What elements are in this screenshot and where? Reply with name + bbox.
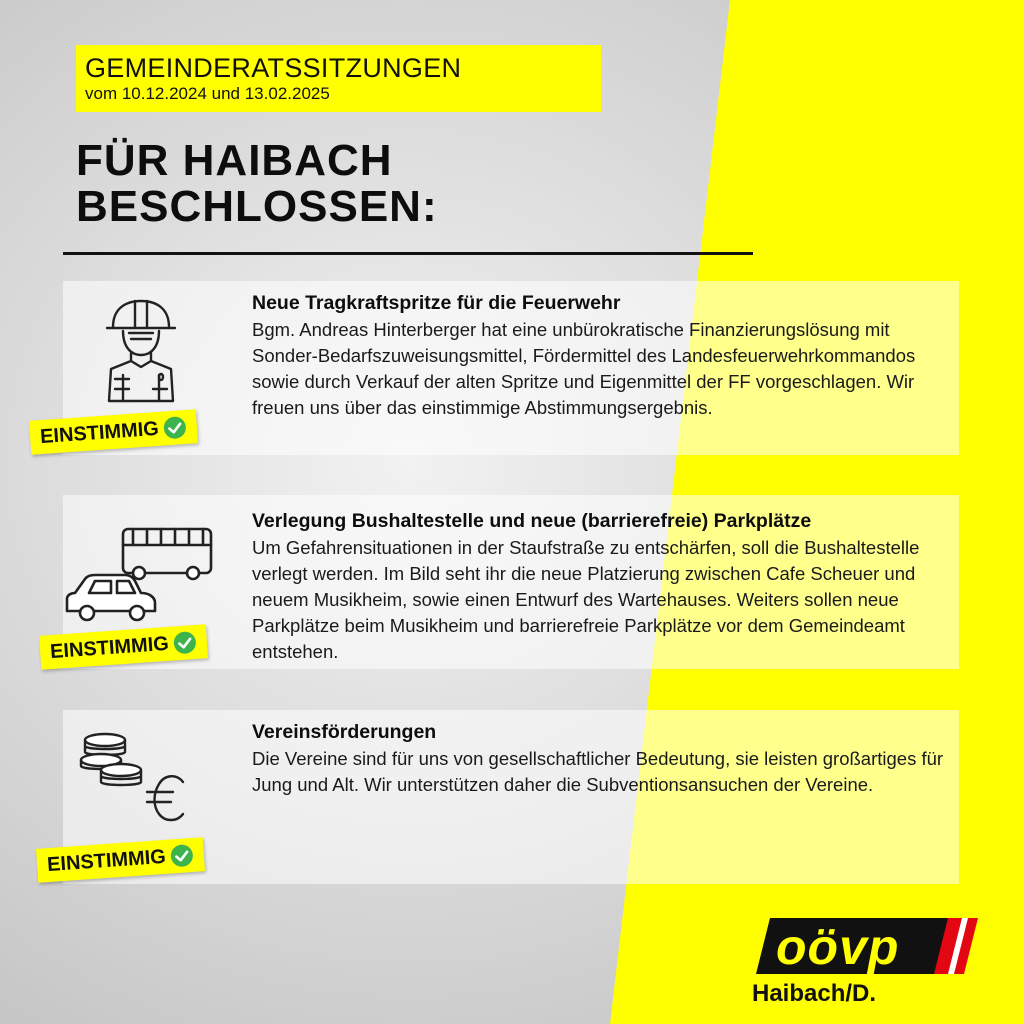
- check-circle-icon: [162, 415, 188, 441]
- item-title: Vereinsförderungen: [252, 721, 437, 743]
- badge-label: EINSTIMMIG: [49, 632, 170, 663]
- logo-location: Haibach/D.: [752, 980, 877, 1007]
- divider: [63, 252, 753, 255]
- badge-label: EINSTIMMIG: [39, 417, 160, 448]
- item-card-firefighter: [63, 281, 959, 455]
- session-date-box: [76, 45, 601, 112]
- session-dates: vom 10.12.2024 und 13.02.2025: [85, 84, 330, 103]
- session-title: GEMEINDERATSSITZUNGEN: [85, 53, 462, 83]
- coins-euro-icon: [79, 730, 189, 826]
- item-body: Bgm. Andreas Hinterberger hat eine unbürokratische Finanzierungslösung mit Sonder-Bedarfszuweisungsmittel, Fördermittel des Landesfeuerwehrkommandos sowie durch Verkauf der alten Spritze und Eigenmittel der FF vorgeschlagen. Wir freuen uns über das einstimmige Abstimmungsergebnis.: [252, 319, 916, 418]
- firefighter-icon: [101, 297, 181, 403]
- logo-text: oövp: [776, 919, 900, 975]
- item-title: Verlegung Bushaltestelle und neue (barrierefreie) Parkplätze: [252, 510, 812, 532]
- item-body: Um Gefahrensituationen in der Staufstraße zu entschärfen, soll die Bushaltestelle verlegt werden. Im Bild seht ihr die neue Platzierung zwischen Cafe Scheuer und neuem Musikheim, sowie einen Entwurf des Wartehauses. Weiters sollen neue Parkplätze beim Musikheim und barrierefreie Parkplätze vor dem Gemeindeamt entstehen.: [252, 537, 920, 662]
- headline-line-1: FÜR HAIBACH: [76, 136, 393, 185]
- badge-label: EINSTIMMIG: [46, 845, 167, 876]
- oevp-logo: [752, 916, 980, 976]
- page-headline: [76, 138, 676, 230]
- check-circle-icon: [169, 843, 195, 869]
- item-title: Neue Tragkraftspritze für die Feuerwehr: [252, 292, 621, 314]
- headline-line-2: BESCHLOSSEN:: [76, 182, 438, 231]
- item-body: Die Vereine sind für uns von gesellschaftlicher Bedeutung, sie leisten großartiges für Jung und Alt. Wir unterstützen daher die Subventionsansuchen der Vereine.: [252, 748, 944, 795]
- check-circle-icon: [172, 630, 198, 656]
- bus-car-icon: [63, 525, 223, 625]
